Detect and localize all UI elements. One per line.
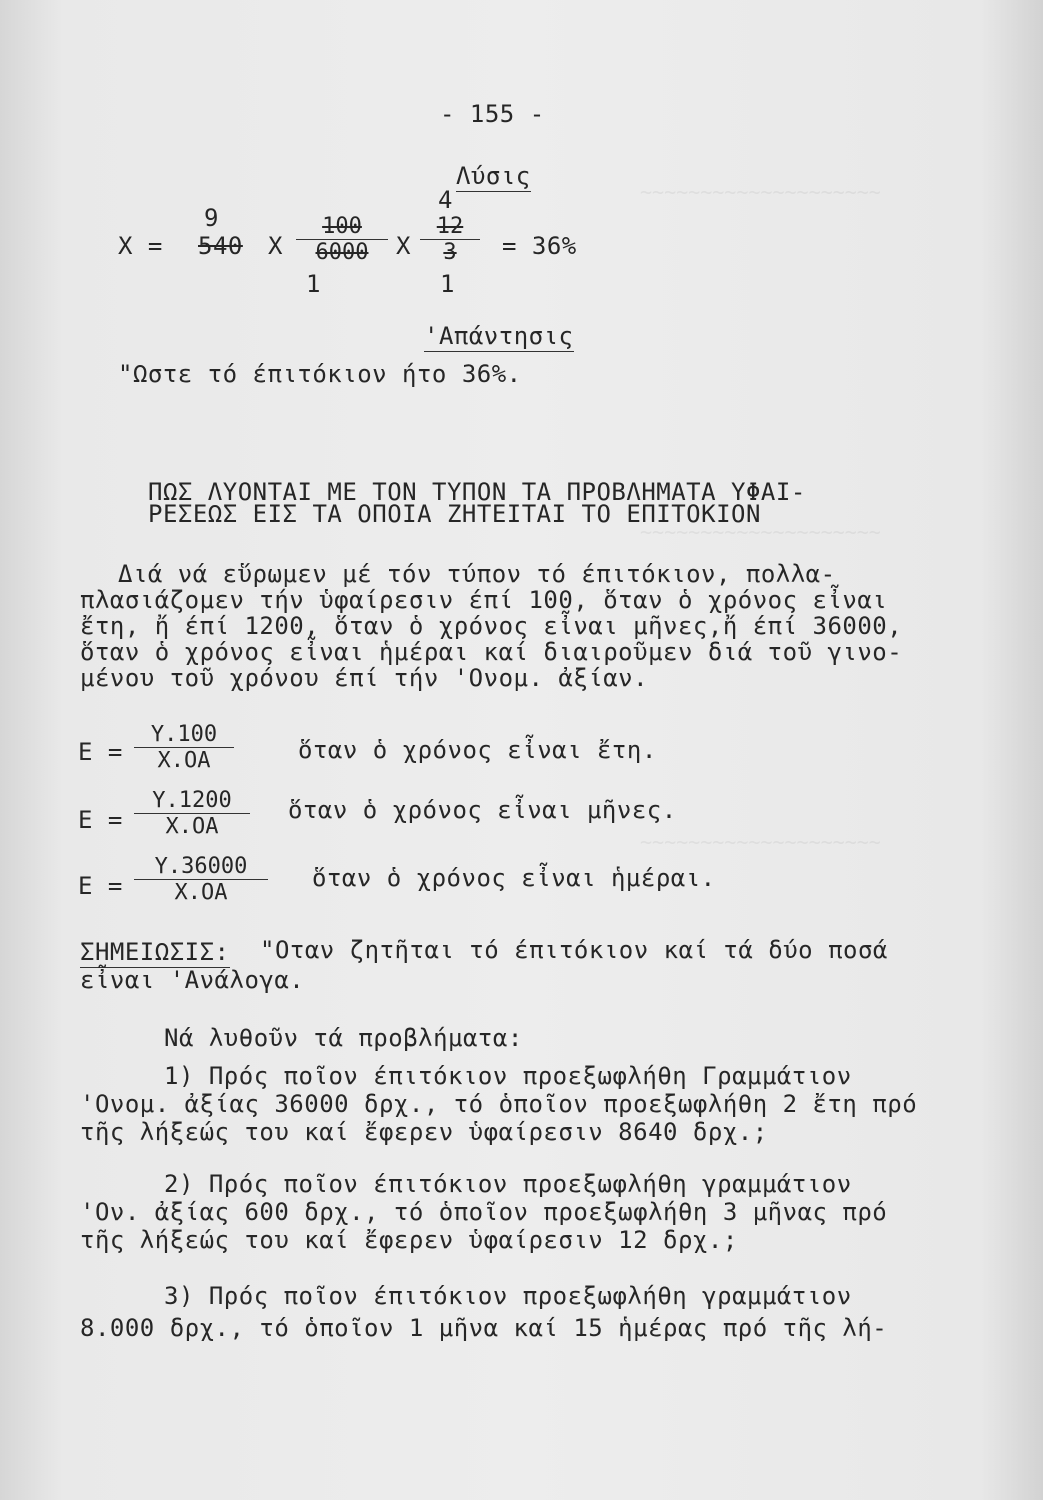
formula-numerator: Υ.1200 [152, 788, 232, 813]
paragraph-line: μένου τοῦ χρόνου έπί τήν 'Ονομ. ἀξίαν. [80, 664, 649, 692]
fraction [296, 214, 388, 265]
equation-term: 540 [198, 232, 243, 260]
formula-description: ὅταν ὁ χρόνος εἶναι μῆνες. [288, 796, 677, 824]
problem-line: 2) Πρός ποῖον έπιτόκιον προεξωφλήθη γραμμάτιον [164, 1170, 852, 1198]
formula-denominator: Χ.ΟΑ [134, 879, 268, 905]
fraction-denominator: 6000 [296, 239, 388, 265]
problem-line: 1) Πρός ποῖον έπιτόκιον προεξωφλήθη Γραμμάτιον [164, 1062, 852, 1090]
bleed-through: ~~~~~~~~~~~~~~~~~~~~ [640, 520, 881, 544]
formula-fraction [134, 788, 250, 839]
formula-description: ὅταν ὁ χρόνος εἶναι ἔτη. [298, 736, 657, 764]
formula-numerator: Υ.36000 [154, 854, 248, 879]
equation-lhs: Χ = [118, 232, 163, 260]
formula-denominator: Χ.ΟΑ [134, 747, 234, 773]
section-title-line: ΠΩΣ ΛΥΟΝΤΑΙ ΜΕ ΤΟΝ ΤΥΠΟΝ ΤΑ ΠΡΟΒΛΗΜΑΤΑ ΥΦΑΙ- [148, 478, 806, 506]
formula-denominator: Χ.ΟΑ [134, 813, 250, 839]
formula-description: ὅταν ὁ χρόνος εἶναι ἡμέραι. [312, 864, 716, 892]
answer-text: "Ωστε τό έπιτόκιον ήτο 36%. [118, 360, 522, 388]
formula-lhs: Ε = [78, 738, 123, 766]
paragraph-line: Διά νά εὕρωμεν μέ τόν τύπον τό έπιτόκιον, πολλα- [118, 560, 836, 588]
problems-intro: Νά λυθοῦν τά προβλήματα: [164, 1024, 523, 1052]
paragraph-line: πλασιάζομεν τήν ὑφαίρεσιν έπί 100, ὅταν ὁ χρόνος εἶναι [80, 586, 888, 614]
problem-line: τῆς λήξεώς του καί ἔφερεν ὑφαίρεσιν 8640 δρχ.; [80, 1118, 768, 1146]
fraction-numerator: 100 [322, 214, 362, 239]
note-label: ΣΗΜΕΙΩΣΙΣ: [80, 938, 230, 966]
problem-line: 3) Πρός ποῖον έπιτόκιον προεξωφλήθη γραμμάτιον [164, 1282, 852, 1310]
formula-lhs: Ε = [78, 806, 123, 834]
bleed-through: ~~~~~~~~~~~~~~~~~~~~ [640, 830, 881, 854]
fraction [420, 214, 480, 265]
fraction-numerator: 12 [436, 214, 464, 239]
formula-fraction [134, 854, 268, 905]
problem-line: τῆς λήξεώς του καί ἔφερεν ὑφαίρεσιν 12 δρχ.; [80, 1226, 738, 1254]
page-number: - 155 - [440, 100, 545, 128]
fraction-denominator: 3 [420, 239, 480, 265]
cancel-value: 4 [438, 186, 453, 214]
times-sign: Χ [396, 232, 411, 260]
problem-line: 'Ον. ἀξίας 600 δρχ., τό ὁποῖον προεξωφλήθη 3 μῆνας πρό [80, 1198, 888, 1226]
formula-numerator: Υ.100 [150, 722, 218, 747]
note-text: εἶναι 'Ανάλογα. [80, 966, 305, 994]
cancel-value: 9 [204, 204, 219, 232]
paragraph-line: ὅταν ὁ χρόνος εἶναι ἡμέραι καί διαιροῦμεν διά τοῦ γινο- [80, 638, 903, 666]
problem-line: 8.000 δρχ., τό ὁποῖον 1 μῆνα καί 15 ἡμέρας πρό τῆς λή- [80, 1314, 888, 1342]
formula-lhs: Ε = [78, 872, 123, 900]
paragraph-line: ἔτη, ἤ έπί 1200, ὅταν ὁ χρόνος εἶναι μῆνες,ἤ έπί 36000, [80, 612, 903, 640]
bleed-through: ~~~~~~~~~~~~~~~~~~~~ [640, 180, 881, 204]
answer-heading: 'Απάντησις [424, 322, 574, 350]
times-sign: Χ [268, 232, 283, 260]
solution-heading: Λύσις [456, 162, 531, 190]
note-text: "Οταν ζητῆται τό έπιτόκιον καί τά δύο ποσά [260, 936, 888, 964]
formula-fraction [134, 722, 234, 773]
cancel-value: 1 [440, 270, 455, 298]
equation-result: = 36% [502, 232, 577, 260]
section-title-line: ΡΕΣΕΩΣ ΕΙΣ ΤΑ ΟΠΟΙΑ ΖΗΤΕΙΤΑΙ ΤΟ ΕΠΙΤΟΚΙΟΝ [148, 500, 761, 528]
cancel-value: 1 [306, 270, 321, 298]
problem-line: 'Ονομ. ἀξίας 36000 δρχ., τό ὁποῖον προεξωφλήθη 2 ἔτη πρό [80, 1090, 918, 1118]
